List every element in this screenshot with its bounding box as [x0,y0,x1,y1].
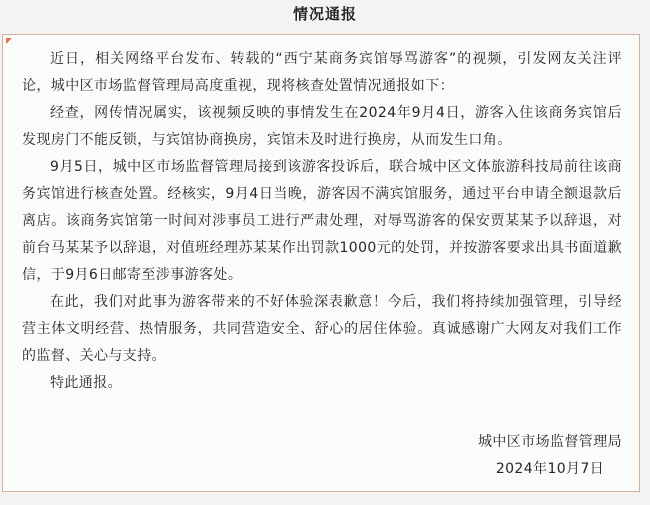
paragraph-handling: 9月5日，城中区市场监督管理局接到该游客投诉后，联合城中区文体旅游科技局前往该商务宾馆进行核查处置。经核实，9月4日当晚，游客因不满宾馆服务，通过平台申请全额退款后离店。该商务宾馆第一时间对涉事员工进行严肃处理，对辱骂游客的保安贾某某予以辞退，对前台马某某予以辞退，对值班经理苏某某作出罚款1000元的处罚，并按游客要求出具书面道歉信，于9月6日邮寄至涉事游客处。 [22,159,622,283]
signature-block [478,429,622,483]
paragraph-findings: 经查，网传情况属实，该视频反映的事情发生在2024年9月4日，游客入住该商务宾馆后发现房门不能反锁，与宾馆协商换房，宾馆未及时进行换房，从而发生口角。 [22,105,622,148]
issue-date: 2024年10月7日 [495,461,605,477]
issuer-name: 城中区市场监督管理局 [478,434,622,450]
paragraph-apology: 在此，我们对此事为游客带来的不好体验深表歉意！今后，我们将持续加强管理，引导经营主体文明经营、热情服务，共同营造安全、舒心的居住体验。真诚感谢广大网友对我们工作的监督、关心与支持。 [22,294,622,364]
paragraph-intro: 近日，相关网络平台发布、转载的“西宁某商务宾馆辱骂游客”的视频，引发网友关注评论，城中区市场监督管理局高度重视，现将核查处置情况通报如下： [22,51,622,94]
corner-marker [6,38,12,44]
paragraph-closing: 特此通报。 [50,375,122,391]
notice-body [22,46,622,397]
notice-title: 情况通报 [292,5,357,23]
